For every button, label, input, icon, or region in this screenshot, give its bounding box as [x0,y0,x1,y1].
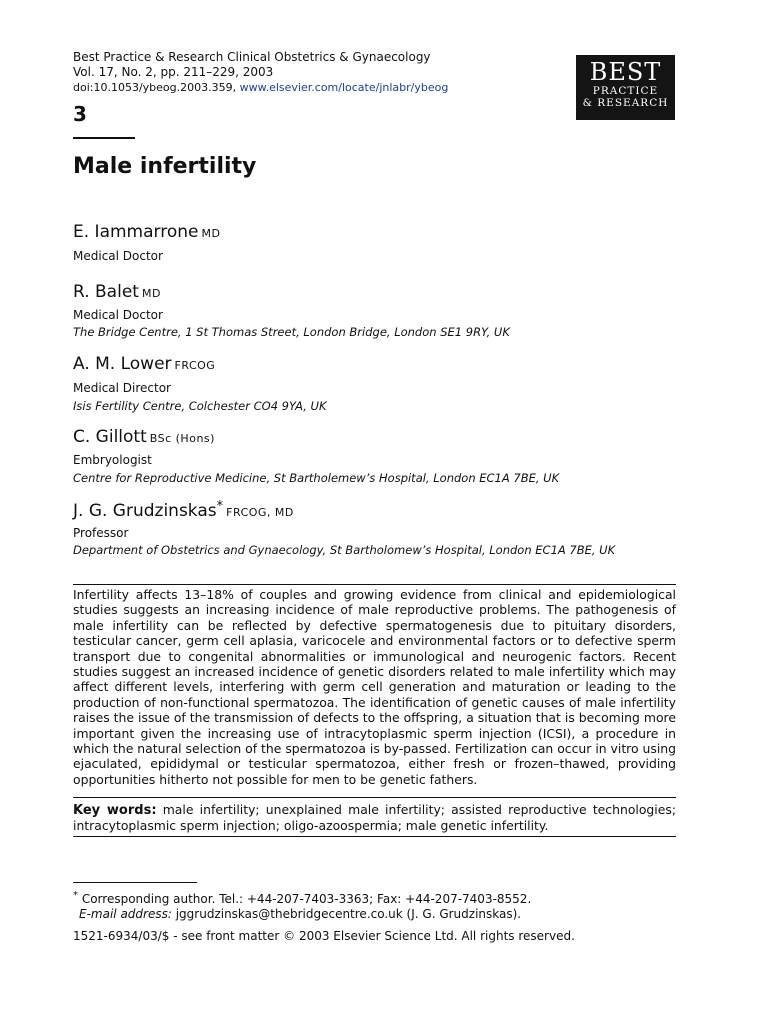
author-affiliation: Department of Obstetrics and Gynaecology, St Bartholomew’s Hospital, London EC1A 7BE, UK [73,543,616,557]
abstract-bottom-rule [73,797,676,798]
article-title: Male infertility [73,154,257,179]
author-affiliation: Centre for Reproductive Medicine, St Bartholemew’s Hospital, London EC1A 7BE, UK [73,471,560,485]
author-name-text: J. G. Grudzinskas [73,501,217,521]
keywords-bottom-rule [73,836,676,837]
chapter-rule [73,137,135,139]
footnote-contact: Corresponding author. Tel.: +44-207-7403-3363; Fax: +44-207-7403-8552. [81,892,532,906]
author-name-text: E. Iammarrone [73,222,199,242]
author-affiliation: Isis Fertility Centre, Colchester CO4 9YA, UK [73,399,327,413]
author-role: Medical Director [73,381,171,395]
keywords-label: Key words: [73,803,157,818]
logo-line-3: & RESEARCH [582,97,669,109]
footnote-rule [73,882,197,883]
chapter-number: 3 [73,102,87,126]
copyright-line: 1521-6934/03/$ - see front matter © 2003 Elsevier Science Ltd. All rights reserved. [73,929,575,943]
corresponding-marker: * [216,499,224,514]
author-degree: FRCOG [174,359,216,372]
journal-name: Best Practice & Research Clinical Obstetrics & Gynaecology [73,50,431,64]
abstract-text: Infertility affects 13–18% of couples and growing evidence from clinical and epidemiological studies suggests an increasing incidence of male reproductive problems. The pathogenesis of male infertility can be reflected by defective spermatogenesis due to pituitary disorders, testicular cancer, germ cell aplasia, varicocele and environmental factors or to defective sperm transport due to congenital abnormalities or immunological and neurogenic factors. Recent studies suggest an increased incidence of genetic disorders related to male infertility which may affect different levels, interfering with germ cell generation and maturation or leading to the production of non-functional spermatozoa. The identification of genetic causes of male infertility raises the issue of the transmission of defects to the offspring, a situation that is becoming more important given the increasing use of intracytoplasmic sperm injection (ICSI), a procedure in which the natural selection of the spermatozoa is by-passed. Fertilization can occur in vitro using ejaculated, epididymal or testicular spermatozoa, either fresh or frozen–thawed, providing opportunities hitherto not possible for men to be genetic fathers. [73,587,676,787]
author-name-text: R. Balet [73,282,139,302]
author-affiliation: The Bridge Centre, 1 St Thomas Street, London Bridge, London SE1 9RY, UK [73,325,510,339]
author-degree: BSc (Hons) [149,432,215,445]
footnote-marker: * [73,890,78,901]
footnote-line-1 [73,888,531,907]
author-name [73,427,215,447]
keywords [73,802,676,834]
footnote-line-2 [73,907,531,922]
author-degree: FRCOG, MD [226,506,294,519]
author-role: Embryologist [73,453,152,467]
author-name [73,282,161,302]
logo-line-1: BEST [589,58,662,86]
author-degree: MD [201,227,221,240]
author-name [73,354,215,374]
best-practice-logo [576,55,675,120]
journal-header [73,50,448,95]
journal-doi: doi:10.1053/ybeog.2003.359, [73,81,237,94]
logo-line-2: PRACTICE [592,85,659,97]
author-name-text: C. Gillott [73,427,147,447]
abstract-top-rule [73,584,676,585]
author-role: Medical Doctor [73,249,163,263]
footnote-email-label: E-mail address: [79,907,172,921]
author-role: Medical Doctor [73,308,163,322]
journal-volume: Vol. 17, No. 2, pp. 211–229, 2003 [73,65,274,79]
author-name [73,222,220,242]
author-role: Professor [73,526,129,540]
footnote [73,888,531,922]
keywords-text: male infertility; unexplained male infertility; assisted reproductive technologies; intracytoplasmic sperm injection; oligo-azoospermia; male genetic infertility. [73,802,676,834]
journal-url-link[interactable]: www.elsevier.com/locate/jnlabr/ybeog [239,81,449,94]
journal-doi-line [73,80,448,95]
author-degree: MD [141,287,161,300]
footnote-email: jggrudzinskas@thebridgecentre.co.uk (J. G. Grudzinskas). [175,907,522,921]
author-name [73,499,294,521]
author-name-text: A. M. Lower [73,354,172,374]
